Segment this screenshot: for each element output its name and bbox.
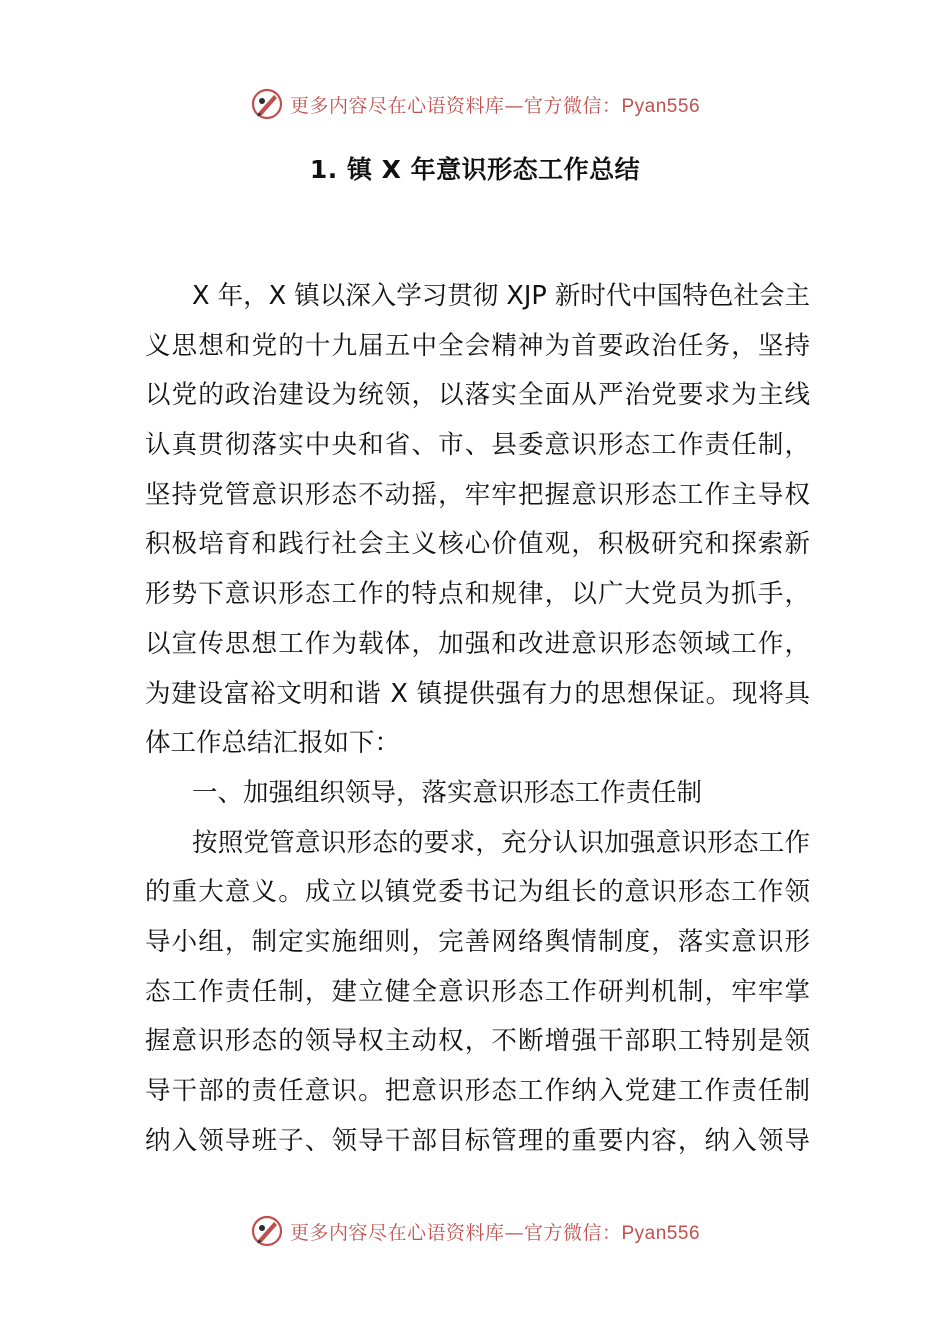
body-line: X 年，X 镇以深入学习贯彻 XJP 新时代中国特色社会主	[192, 281, 810, 311]
body-line: 积极培育和践行社会主义核心价值观，积极研究和探索新	[145, 529, 810, 560]
body-line: 认真贯彻落实中央和省、市、县委意识形态工作责任制，	[145, 430, 810, 461]
body-line: 体工作总结汇报如下：	[145, 728, 401, 759]
body-line: 为建设富裕文明和谐 X 镇提供强有力的思想保证。现将具	[145, 678, 810, 709]
body-line: 坚持党管意识形态不动摇，牢牢把握意识形态工作主导权	[145, 479, 810, 510]
body-line: 按照党管意识形态的要求，充分认识加强意识形态工作	[192, 827, 810, 858]
body-line: 以党的政治建设为统领，以落实全面从严治党要求为主线	[145, 380, 810, 411]
body-line: 态工作责任制，建立健全意识形态工作研判机制，牢牢掌	[145, 976, 810, 1007]
banner-text: 更多内容尽在心语资料库—官方微信：Pyan556	[289, 1221, 701, 1244]
banner-text: 更多内容尽在心语资料库—官方微信：Pyan556	[289, 94, 701, 117]
body-line: 形势下意识形态工作的特点和规律，以广大党员为抓手，	[145, 579, 810, 610]
body-line: 导小组，制定实施细则，完善网络舆情制度，落实意识形	[145, 926, 810, 957]
body-line: 以宣传思想工作为载体，加强和改进意识形态领域工作，	[145, 628, 810, 659]
body-line: 的重大意义。成立以镇党委书记为组长的意识形态工作领	[145, 877, 810, 908]
footer-banner	[0, 1211, 950, 1251]
header-banner	[0, 84, 950, 124]
body-line: 义思想和党的十九届五中全会精神为首要政治任务，坚持	[145, 330, 810, 361]
section-heading: 一、加强组织领导，落实意识形态工作责任制	[192, 777, 703, 808]
document-body	[145, 272, 810, 1166]
wechat-id: Pyan556	[621, 95, 701, 117]
body-line: 纳入领导班子、领导干部目标管理的重要内容，纳入领导	[145, 1125, 810, 1156]
body-line: 握意识形态的领导权主动权，不断增强干部职工特别是领	[145, 1026, 810, 1057]
document-title: 1. 镇 X 年意识形态工作总结	[309, 155, 641, 184]
body-line: 导干部的责任意识。把意识形态工作纳入党建工作责任制	[145, 1076, 810, 1106]
pen-logo-icon	[250, 87, 284, 121]
pen-logo-icon	[250, 1214, 284, 1248]
wechat-id: Pyan556	[621, 1222, 701, 1244]
